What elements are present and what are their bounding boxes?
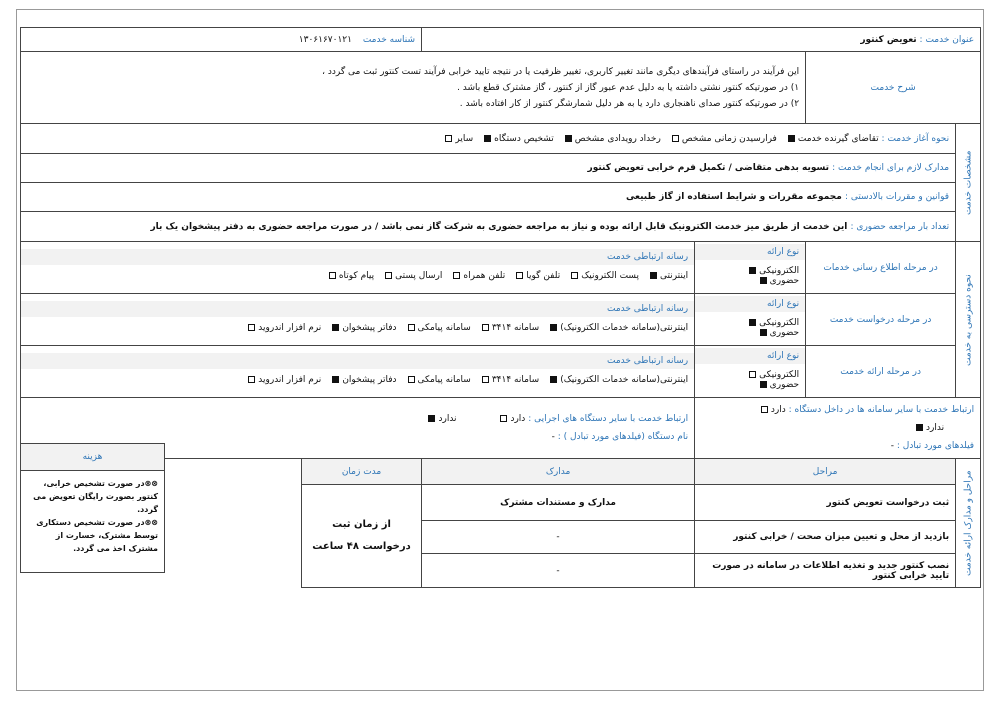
delivery-type-option xyxy=(746,370,799,380)
delivery-type-option-label: الکترونیکی xyxy=(759,265,800,276)
channel-option xyxy=(245,375,321,385)
channel-checkbox[interactable] xyxy=(248,376,255,383)
start-method-option xyxy=(669,134,777,144)
channel-checkbox[interactable] xyxy=(482,324,489,331)
description-text xyxy=(21,52,806,124)
start-method-option xyxy=(785,134,879,144)
channel-option-label: سامانه ۳۴۱۴ xyxy=(491,322,540,333)
channel-checkbox[interactable] xyxy=(385,272,392,279)
step-row: بازدید از محل و تعیین میزان صحت / خرابی کنتور xyxy=(695,521,956,554)
stage-types-cell xyxy=(695,294,806,346)
channel-option xyxy=(326,271,374,281)
description-label: شرح خدمت xyxy=(806,52,981,124)
service-title-label: عنوان خدمت : xyxy=(919,34,975,45)
start-method-option xyxy=(562,134,661,144)
channel-option xyxy=(329,375,396,385)
visits-label: تعداد بار مراجعه حضوری : xyxy=(850,221,950,232)
stage-types xyxy=(695,260,805,292)
start-method-options xyxy=(434,134,878,144)
start-method-option-label: سایر xyxy=(455,133,474,144)
steps-group-label: مراحل و مدارک ارائه خدمت xyxy=(956,459,981,588)
delivery-type-option xyxy=(757,276,799,286)
type-header: نوع ارائه xyxy=(767,298,800,309)
delivery-type-option xyxy=(757,328,799,338)
stage-types xyxy=(695,312,805,344)
step-doc: - xyxy=(422,521,695,554)
external-fields-value: - xyxy=(551,432,555,442)
access-stage-row xyxy=(21,294,981,346)
stage-channels xyxy=(21,369,694,391)
start-method-checkbox[interactable] xyxy=(788,135,795,142)
channel-option xyxy=(382,271,442,281)
required-docs-label: مدارک لازم برای انجام خدمت : xyxy=(832,163,950,173)
channel-option xyxy=(568,271,639,281)
start-method-option xyxy=(481,134,554,144)
channel-checkbox[interactable] xyxy=(408,324,415,331)
time-col-header: مدت زمان xyxy=(302,459,422,485)
service-title-value: تعویض کنتور xyxy=(860,34,917,45)
channel-checkbox[interactable] xyxy=(482,376,489,383)
channel-option-label: اینترنتی(سامانه خدمات الکترونیک) xyxy=(560,322,689,333)
external-link-cell: ارتباط خدمت با سایر دستگاه های اجرایی : دارد ندارد نام دستگاه (فیلدهای مورد تبادل ) : - xyxy=(21,398,695,459)
type-header: نوع ارائه xyxy=(767,350,800,361)
delivery-type-checkbox[interactable] xyxy=(749,267,756,274)
start-method-checkbox[interactable] xyxy=(445,135,452,142)
docs-col-header: مدارک xyxy=(422,459,695,485)
channel-option xyxy=(513,271,560,281)
stage-channels xyxy=(21,317,694,339)
visits-row xyxy=(21,212,956,242)
channel-option xyxy=(479,375,539,385)
channel-option-label: سامانه پیامکی xyxy=(417,322,471,333)
type-header: نوع ارائه xyxy=(767,246,800,257)
delivery-type-checkbox[interactable] xyxy=(760,381,767,388)
external-fields-label: نام دستگاه (فیلدهای مورد تبادل ) : xyxy=(557,432,689,442)
step-row: نصب کنتور جدید و تغذیه اطلاعات در سامانه در صورت تایید خرابی کنتور xyxy=(695,554,956,588)
channel-option xyxy=(647,271,688,281)
access-stage-row xyxy=(21,346,981,398)
channel-checkbox[interactable] xyxy=(571,272,578,279)
channel-checkbox[interactable] xyxy=(332,376,339,383)
service-id-cell xyxy=(21,28,422,52)
delivery-type-checkbox[interactable] xyxy=(749,371,756,378)
steps-col-header: مراحل xyxy=(695,459,956,485)
required-docs-row xyxy=(21,154,956,183)
channel-option-label: سامانه ۳۴۱۴ xyxy=(491,374,540,385)
visits-value: این خدمت از طریق میز خدمت الکترونیک قابل ارائه بوده و نیاز به مراجعه حضوری به شرکت گاز نمی باشد / در صورت مراجعه حضوری به دفتر پیشخوان یک بار xyxy=(150,221,848,232)
channel-option-label: تلفن همراه xyxy=(463,270,506,281)
start-method-row xyxy=(21,124,956,154)
delivery-type-option-label: حضوری xyxy=(769,327,800,338)
internal-yes-checkbox[interactable] xyxy=(761,406,768,413)
channel-checkbox[interactable] xyxy=(453,272,460,279)
external-link-label: ارتباط خدمت با سایر دستگاه های اجرایی : xyxy=(528,414,689,424)
channel-checkbox[interactable] xyxy=(408,376,415,383)
cost-column xyxy=(20,443,165,573)
start-method-option xyxy=(442,134,473,144)
channel-checkbox[interactable] xyxy=(332,324,339,331)
delivery-type-option xyxy=(757,380,799,390)
start-method-option-label: فرارسیدن زمانی مشخص xyxy=(681,133,777,144)
stage-label: در مرحله ارائه خدمت xyxy=(806,346,956,398)
step-doc: مدارک و مستندات مشترک xyxy=(422,485,695,521)
external-yes-checkbox[interactable] xyxy=(500,415,507,422)
channel-option xyxy=(405,323,471,333)
delivery-type-option xyxy=(746,318,799,328)
channel-checkbox[interactable] xyxy=(550,324,557,331)
start-method-option-label: رخداد رویدادی مشخص xyxy=(574,133,661,144)
access-group-label: نحوه دسترسی به خدمت xyxy=(956,242,981,398)
laws-value: مجموعه مقررات و شرایط استفاده از گاز طبیعی xyxy=(625,192,842,202)
channel-option xyxy=(479,323,539,333)
channel-option-label: اینترنتی xyxy=(659,270,689,281)
internal-fields-label: فیلدهای مورد تبادل : xyxy=(896,441,975,451)
channel-checkbox[interactable] xyxy=(516,272,523,279)
delivery-type-option-label: حضوری xyxy=(769,379,800,390)
description-line: این فرآیند در راستای فرآیندهای دیگری مانند تغییر کاربری، تغییر ظرفیت یا در نتیجه تایید خرابی فرآیند تست کنتور ثبت می گردد ، xyxy=(322,66,800,77)
service-title-cell xyxy=(422,28,981,52)
internal-fields-value: - xyxy=(890,441,895,451)
stage-channels-cell xyxy=(21,346,695,398)
stage-types-cell xyxy=(695,242,806,294)
channel-option-label: تلفن گویا xyxy=(526,270,561,281)
step-row: ثبت درخواست تعویض کنتور xyxy=(695,485,956,521)
stage-channels xyxy=(21,265,694,287)
channel-option xyxy=(547,375,688,385)
channel-option-label: نرم افزار اندروید xyxy=(258,322,322,333)
start-method-checkbox[interactable] xyxy=(565,135,572,142)
internal-link-label: ارتباط خدمت با سایر سامانه ها در داخل دستگاه : xyxy=(788,405,975,415)
channel-option-label: پیام کوتاه xyxy=(338,270,375,281)
service-id-label: شناسه خدمت xyxy=(362,34,416,45)
delivery-type-option xyxy=(746,266,799,276)
channel-option xyxy=(405,375,471,385)
channel-option xyxy=(245,323,321,333)
channel-option xyxy=(547,323,688,333)
cost-col-header: هزینه xyxy=(21,444,164,471)
channel-checkbox[interactable] xyxy=(248,324,255,331)
access-stage-row xyxy=(21,242,981,294)
channel-checkbox[interactable] xyxy=(329,272,336,279)
delivery-type-checkbox[interactable] xyxy=(749,319,756,326)
stage-label: در مرحله درخواست خدمت xyxy=(806,294,956,346)
external-no-checkbox[interactable] xyxy=(428,415,435,422)
start-method-option-label: تشخیص دستگاه xyxy=(494,133,554,144)
channel-option-label: ارسال پستی xyxy=(395,270,443,281)
channel-option xyxy=(450,271,505,281)
cost-line: ⊗⊗در صورت تشخیص خرابی، کنتور بصورت رایگان تعویض می گردد. xyxy=(33,479,158,514)
start-method-checkbox[interactable] xyxy=(672,135,679,142)
delivery-type-checkbox[interactable] xyxy=(760,277,767,284)
internal-no-checkbox[interactable] xyxy=(916,424,923,431)
channel-checkbox[interactable] xyxy=(650,272,657,279)
channel-header: رسانه ارتباطی خدمت xyxy=(606,355,689,366)
step-duration: از زمان ثبت درخواست ۴۸ ساعت xyxy=(302,485,422,588)
channel-header: رسانه ارتباطی خدمت xyxy=(606,251,689,262)
stage-channels-cell xyxy=(21,242,695,294)
cost-line: ⊗⊗در صورت تشخیص دستکاری توسط مشترک، خسارت از مشترک اخذ می گردد. xyxy=(36,518,158,553)
cost-text xyxy=(21,471,164,561)
delivery-type-checkbox[interactable] xyxy=(760,329,767,336)
characteristics-group-label: مشخصات خدمت xyxy=(956,124,981,242)
start-method-option-label: تقاضای گیرنده خدمت xyxy=(797,133,879,144)
laws-label: قوانین و مقررات بالادستی : xyxy=(844,192,950,202)
description-line: ۱) در صورتیکه کنتور نشتی داشته یا به دلیل عدم عبور گاز از کنتور ، گاز مشترک قطع باشد . xyxy=(457,82,800,93)
required-docs-value: تسویه بدهی متقاضی / تکمیل فرم خرابی تعویض کنتور xyxy=(587,163,830,173)
stage-types-cell xyxy=(695,346,806,398)
channel-option-label: پست الکترونیک xyxy=(581,270,639,281)
stage-types xyxy=(695,364,805,396)
channel-option-label: دفاتر پیشخوان xyxy=(342,374,397,385)
start-method-label: نحوه آغاز خدمت : xyxy=(881,133,950,144)
channel-option-label: نرم افزار اندروید xyxy=(258,374,322,385)
stage-label: در مرحله اطلاع رسانی خدمات xyxy=(806,242,956,294)
laws-row xyxy=(21,183,956,212)
channel-option-label: دفاتر پیشخوان xyxy=(342,322,397,333)
internal-link-cell: ارتباط خدمت با سایر سامانه ها در داخل دستگاه : دارد ندارد فیلدهای مورد تبادل : - xyxy=(695,398,981,459)
service-id-value: ۱۳۰۶۱۶۷۰۱۲۱ xyxy=(298,34,352,45)
delivery-type-option-label: الکترونیکی xyxy=(759,317,800,328)
delivery-type-option-label: حضوری xyxy=(769,275,800,286)
channel-option-label: سامانه پیامکی xyxy=(417,374,471,385)
channel-option-label: اینترنتی(سامانه خدمات الکترونیک) xyxy=(560,374,689,385)
description-line: ۲) در صورتیکه کنتور صدای ناهنجاری دارد یا به هر دلیل شمارشگر کنتور از کار افتاده باشد . xyxy=(459,98,800,109)
step-doc: - xyxy=(422,554,695,588)
delivery-type-option-label: الکترونیکی xyxy=(759,369,800,380)
channel-option xyxy=(329,323,396,333)
channel-checkbox[interactable] xyxy=(550,376,557,383)
stage-channels-cell xyxy=(21,294,695,346)
start-method-checkbox[interactable] xyxy=(484,135,491,142)
channel-header: رسانه ارتباطی خدمت xyxy=(606,303,689,314)
